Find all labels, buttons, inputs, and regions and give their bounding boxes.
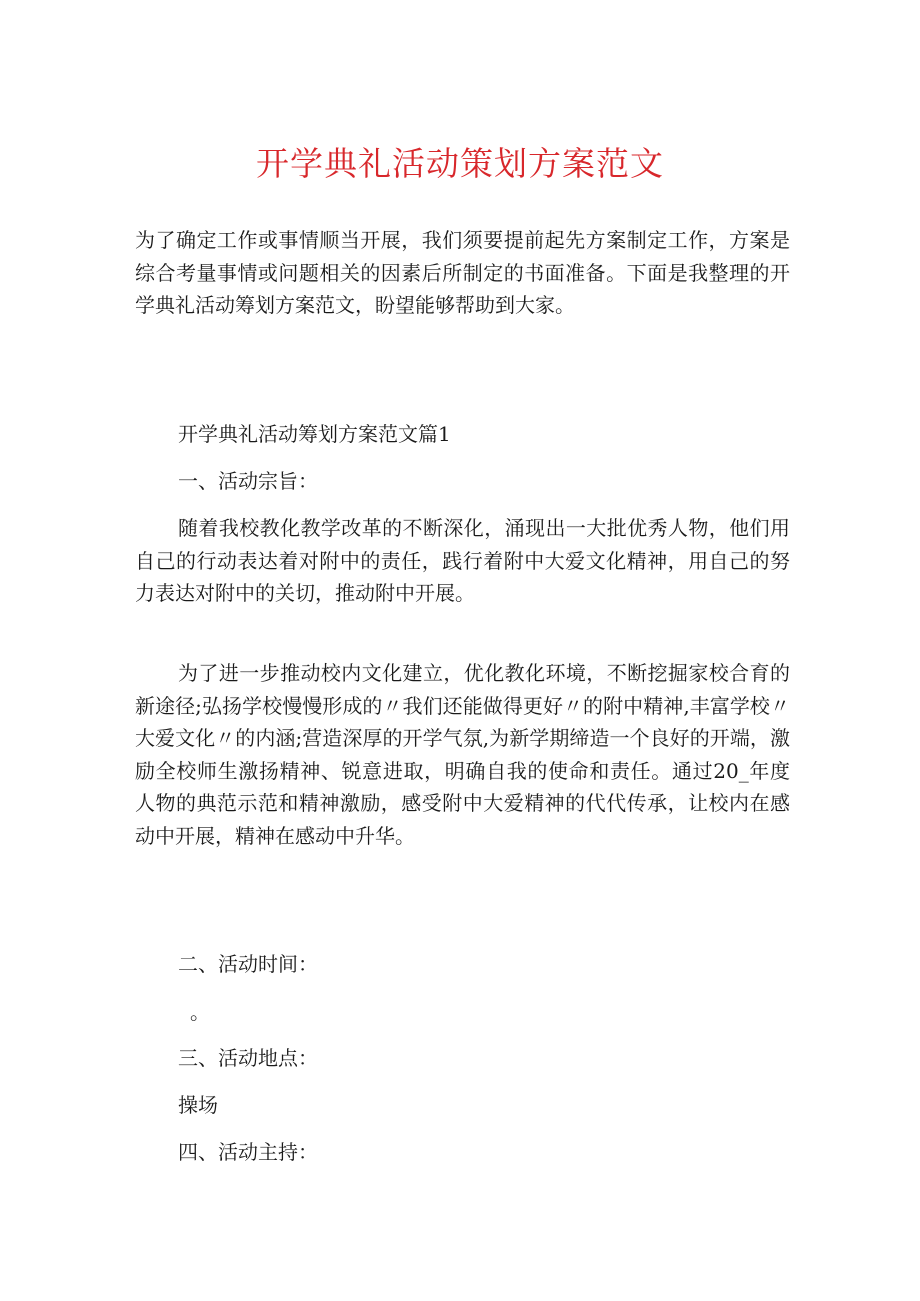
place-value: 操场: [178, 1093, 218, 1117]
section-heading: 开学典礼活动筹划方案范文篇1: [178, 422, 451, 446]
document-title: 开学典礼活动策划方案范文: [256, 144, 664, 183]
time-heading: 二、活动时间：: [178, 952, 318, 976]
place-heading: 三、活动地点：: [178, 1046, 318, 1070]
purpose-paragraph-2: 为了进一步推动校内文化建立，优化教化环境，不断挖掘家校合育的新途径;弘扬学校慢慢形成的〃我们还能做得更好〃的附中精神,丰富学校〃大爱文化〃的内涵;营造深厚的开学气氛,为新学期缔造一个良好的开端，激励全校师生激扬精神、锐意进取，明确自我的使命和责任。通过20_年度人物的典范示范和精神激励，感受附中大爱精神的代代传承，让校内在感动中开展，精神在感动中升华。: [135, 661, 790, 848]
intro-paragraph: 为了确定工作或事情顺当开展，我们须要提前起先方案制定工作，方案是综合考量事情或问题相关的因素后所制定的书面准备。下面是我整理的开学典礼活动筹划方案范文，盼望能够帮助到大家。: [135, 228, 790, 317]
host-heading: 四、活动主持：: [178, 1140, 318, 1164]
time-value: 。: [190, 1000, 210, 1024]
purpose-paragraph-1: 随着我校教化教学改革的不断深化，涌现出一大批优秀人物，他们用自己的行动表达着对附中的责任，践行着附中大爱文化精神，用自己的努力表达对附中的关切，推动附中开展。: [135, 516, 790, 605]
purpose-heading: 一、活动宗旨：: [178, 469, 318, 493]
